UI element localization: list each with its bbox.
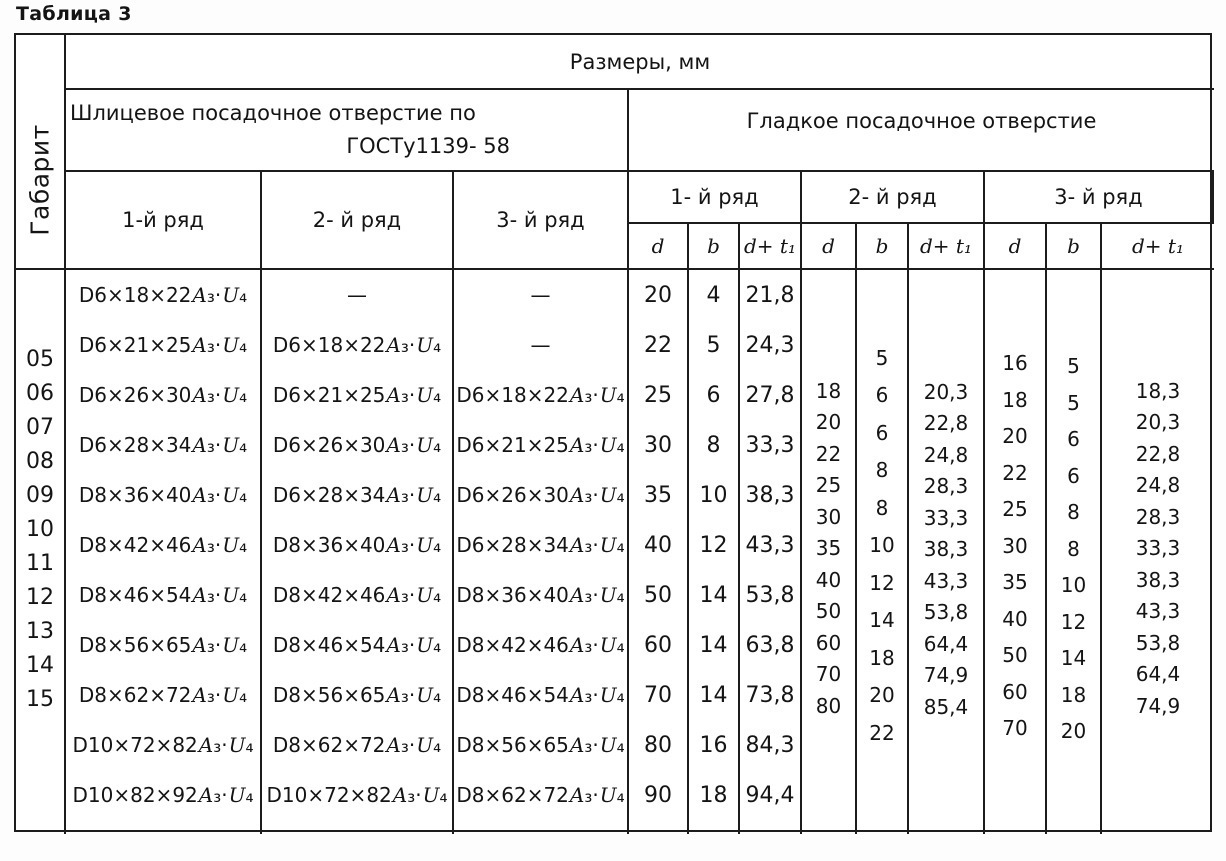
d-value: 22 (644, 332, 672, 358)
d-value: 20 (1002, 424, 1028, 449)
b-value: 8 (1067, 536, 1080, 561)
b-value: 14 (699, 682, 728, 708)
dimensions-table (14, 33, 1212, 832)
b-value: 6 (706, 382, 721, 408)
spline-designation: D8×56×65 A ₃· U ₄ (78, 633, 248, 657)
col-b-header-s3: b (1047, 224, 1102, 270)
spline-designation: D6×18×22 A ₃· U ₄ (272, 333, 442, 357)
gabarit-value: 12 (26, 584, 54, 610)
spline-designation: D6×26×30 A ₃· U ₄ (272, 433, 442, 457)
dt1-value: 84,3 (745, 732, 795, 758)
dt1-value: 43,3 (745, 532, 795, 558)
d-value: 40 (815, 567, 842, 592)
b-value: 6 (875, 383, 889, 408)
gabarit-value: 05 (26, 346, 54, 372)
dt1-value: 24,8 (1135, 473, 1181, 498)
dt1-value: 20,3 (1135, 410, 1181, 435)
spline-designation: D8×36×40 A ₃· U ₄ (78, 483, 248, 507)
d-value: 70 (1002, 716, 1028, 741)
spline-designation: D10×82×92 A ₃· U ₄ (72, 783, 254, 807)
b-value: 8 (1067, 500, 1080, 525)
d-value: 35 (1002, 570, 1028, 595)
dt1-value: 43,3 (923, 568, 969, 593)
d-value: 60 (644, 632, 672, 658)
b-value: 8 (706, 432, 721, 458)
b-value: 18 (869, 645, 895, 670)
dt1-value: 53,8 (923, 600, 969, 625)
d-value: 18 (815, 378, 842, 403)
b-value: 12 (869, 570, 895, 595)
b-value: 12 (699, 532, 728, 558)
d-value: 40 (644, 532, 672, 558)
spline-designation: — (530, 283, 551, 307)
spline-designation: D8×62×72 A ₃· U ₄ (78, 683, 248, 707)
corner-cell (16, 35, 66, 270)
dt1-value: 38,3 (745, 482, 795, 508)
b-value: 18 (699, 782, 728, 808)
smooth-hole-header-cell: Гладкое посадочное отверстие (629, 90, 1214, 172)
spline-designation: D8×56×65 A ₃· U ₄ (456, 733, 625, 757)
smooth-series1-header: 1- й ряд (629, 172, 802, 224)
dt1-value: 21,8 (745, 282, 795, 308)
s2-d-column (802, 270, 857, 834)
spline-series3-header: 3- й ряд (454, 172, 629, 270)
b-value: 8 (875, 458, 889, 483)
s3-d-column (985, 270, 1047, 834)
gabarit-vertical-label: Габарит (25, 123, 55, 236)
dt1-value: 28,3 (923, 474, 969, 499)
spline-series2-header: 2- й ряд (262, 172, 454, 270)
spline-designation: D6×18×22 A ₃· U ₄ (456, 383, 625, 407)
d-value: 25 (815, 473, 842, 498)
spline-designation: D6×26×30 A ₃· U ₄ (78, 383, 248, 407)
b-value: 4 (706, 282, 721, 308)
spline-designation: D6×21×25 A ₃· U ₄ (456, 433, 625, 457)
spline-designation: D6×18×22 A ₃· U ₄ (78, 283, 248, 307)
b-value: 16 (699, 732, 728, 758)
spline-designation: D6×28×34 A ₃· U ₄ (272, 483, 442, 507)
spline-hole-header-cell (66, 90, 629, 172)
gabarit-value: 08 (26, 448, 54, 474)
gabarit-value: 15 (26, 686, 54, 712)
d-value: 50 (644, 582, 672, 608)
spline-series1-header: 1-й ряд (66, 172, 262, 270)
spline-designation: — (530, 333, 551, 357)
d-value: 40 (1002, 606, 1028, 631)
gabarit-value: 14 (26, 652, 54, 678)
smooth-series2-header: 2- й ряд (802, 172, 985, 224)
spline-designation: D8×46×54 A ₃· U ₄ (272, 633, 442, 657)
spline-designation: D8×46×54 A ₃· U ₄ (456, 683, 625, 707)
dt1-value: 74,9 (1135, 693, 1181, 718)
smooth-series3-header: 3- й ряд (985, 172, 1214, 224)
dt1-value: 38,3 (923, 537, 969, 562)
b-value: 14 (1060, 646, 1087, 671)
dt1-value: 33,3 (1135, 536, 1181, 561)
b-value: 14 (699, 582, 728, 608)
b-value: 10 (1060, 573, 1087, 598)
s3-b-column (1047, 270, 1102, 834)
dt1-value: 43,3 (1135, 599, 1181, 624)
dt1-value: 18,3 (1135, 378, 1181, 403)
dt1-value: 74,9 (923, 663, 969, 688)
dt1-value: 22,8 (923, 411, 969, 436)
spline-series1-column (66, 270, 262, 834)
dt1-value: 53,8 (1135, 630, 1181, 655)
dt1-value: 64,4 (1135, 662, 1181, 687)
spline-hole-header-line2: ГОСТу1139- 58 (346, 134, 510, 158)
spline-series2-column (262, 270, 454, 834)
b-value: 5 (1067, 354, 1080, 379)
gabarit-value: 10 (26, 516, 54, 542)
dt1-value: 28,3 (1135, 504, 1181, 529)
spline-designation: D10×72×82 A ₃· U ₄ (72, 733, 254, 757)
s3-dt1-column (1102, 270, 1214, 834)
d-value: 60 (1002, 679, 1028, 704)
d-value: 90 (644, 782, 672, 808)
spline-designation: D6×26×30 A ₃· U ₄ (456, 483, 625, 507)
dt1-value: 24,3 (745, 332, 795, 358)
d-value: 50 (815, 599, 842, 624)
dt1-value: 24,8 (923, 442, 969, 467)
col-d-header-s1: d (629, 224, 689, 270)
spline-designation: D6×28×34 A ₃· U ₄ (78, 433, 248, 457)
spline-hole-header-line1: Шлицевое посадочное отверстие по (70, 101, 476, 125)
gabarit-values-column (16, 270, 66, 834)
b-value: 6 (875, 420, 889, 445)
d-value: 80 (644, 732, 672, 758)
spline-series3-column (454, 270, 629, 834)
b-value: 20 (869, 683, 895, 708)
d-value: 25 (644, 382, 672, 408)
d-value: 80 (815, 693, 842, 718)
d-value: 22 (1002, 460, 1028, 485)
b-value: 6 (1067, 427, 1080, 452)
size-header-cell: Размеры, мм (66, 35, 1214, 90)
gabarit-value: 13 (26, 618, 54, 644)
d-value: 30 (1002, 533, 1028, 558)
spline-designation: D10×72×82 A ₃· U ₄ (266, 783, 448, 807)
s2-b-column (857, 270, 909, 834)
col-d-header-s2: d (802, 224, 857, 270)
table-caption: Таблица 3 (16, 3, 132, 25)
gabarit-value: 11 (26, 550, 54, 576)
b-value: 12 (1060, 609, 1087, 634)
d-value: 18 (1002, 387, 1028, 412)
b-value: 10 (699, 482, 728, 508)
b-value: 22 (869, 720, 895, 745)
spline-designation: D8×36×40 A ₃· U ₄ (456, 583, 625, 607)
d-value: 30 (815, 504, 842, 529)
dt1-value: 33,3 (745, 432, 795, 458)
spline-designation: D8×62×72 A ₃· U ₄ (456, 783, 625, 807)
b-value: 10 (869, 533, 895, 558)
col-b-header-s2: b (857, 224, 909, 270)
dt1-value: 27,8 (745, 382, 795, 408)
spline-designation: D8×42×46 A ₃· U ₄ (272, 583, 442, 607)
dt1-value: 73,8 (745, 682, 795, 708)
gabarit-value: 07 (26, 414, 54, 440)
col-d-header-s3: d (985, 224, 1047, 270)
col-dt1-header-s2: d+ t₁ (909, 224, 985, 270)
gabarit-value: 06 (26, 380, 54, 406)
spline-designation: — (347, 283, 367, 307)
dt1-value: 53,8 (745, 582, 795, 608)
spline-designation: D6×28×34 A ₃· U ₄ (456, 533, 625, 557)
dt1-value: 38,3 (1135, 567, 1181, 592)
b-value: 8 (875, 495, 889, 520)
b-value: 6 (1067, 463, 1080, 488)
d-value: 70 (815, 662, 842, 687)
col-dt1-header-s3: d+ t₁ (1102, 224, 1214, 270)
spline-designation: D8×42×46 A ₃· U ₄ (78, 533, 248, 557)
d-value: 30 (644, 432, 672, 458)
col-b-header-s1: b (689, 224, 740, 270)
b-value: 20 (1060, 719, 1087, 744)
spline-designation: D8×46×54 A ₃· U ₄ (78, 583, 248, 607)
gabarit-value: 09 (26, 482, 54, 508)
b-value: 5 (875, 345, 889, 370)
d-value: 22 (815, 441, 842, 466)
d-value: 16 (1002, 351, 1028, 376)
dt1-value: 20,3 (923, 379, 969, 404)
d-value: 25 (1002, 497, 1028, 522)
d-value: 60 (815, 630, 842, 655)
d-value: 35 (815, 536, 842, 561)
dt1-value: 63,8 (745, 632, 795, 658)
col-dt1-header-s1: d+ t₁ (740, 224, 802, 270)
d-value: 20 (644, 282, 672, 308)
dt1-value: 33,3 (923, 505, 969, 530)
b-value: 5 (706, 332, 721, 358)
spline-designation: D8×42×46 A ₃· U ₄ (456, 633, 625, 657)
dt1-value: 85,4 (923, 694, 969, 719)
dt1-value: 22,8 (1135, 441, 1181, 466)
dt1-value: 64,4 (923, 631, 969, 656)
b-value: 14 (869, 608, 895, 633)
spline-designation: D8×62×72 A ₃· U ₄ (272, 733, 442, 757)
spline-designation: D8×36×40 A ₃· U ₄ (272, 533, 442, 557)
spline-designation: D6×21×25 A ₃· U ₄ (272, 383, 442, 407)
d-value: 70 (644, 682, 672, 708)
b-value: 14 (699, 632, 728, 658)
s1-dt1-column (740, 270, 802, 834)
spline-designation: D6×21×25 A ₃· U ₄ (78, 333, 248, 357)
spline-designation: D8×56×65 A ₃· U ₄ (272, 683, 442, 707)
s1-d-column (629, 270, 689, 834)
s1-b-column (689, 270, 740, 834)
dt1-value: 94,4 (745, 782, 795, 808)
s2-dt1-column (909, 270, 985, 834)
b-value: 18 (1060, 682, 1087, 707)
d-value: 50 (1002, 643, 1028, 668)
b-value: 5 (1067, 390, 1080, 415)
d-value: 35 (644, 482, 672, 508)
d-value: 20 (815, 410, 842, 435)
